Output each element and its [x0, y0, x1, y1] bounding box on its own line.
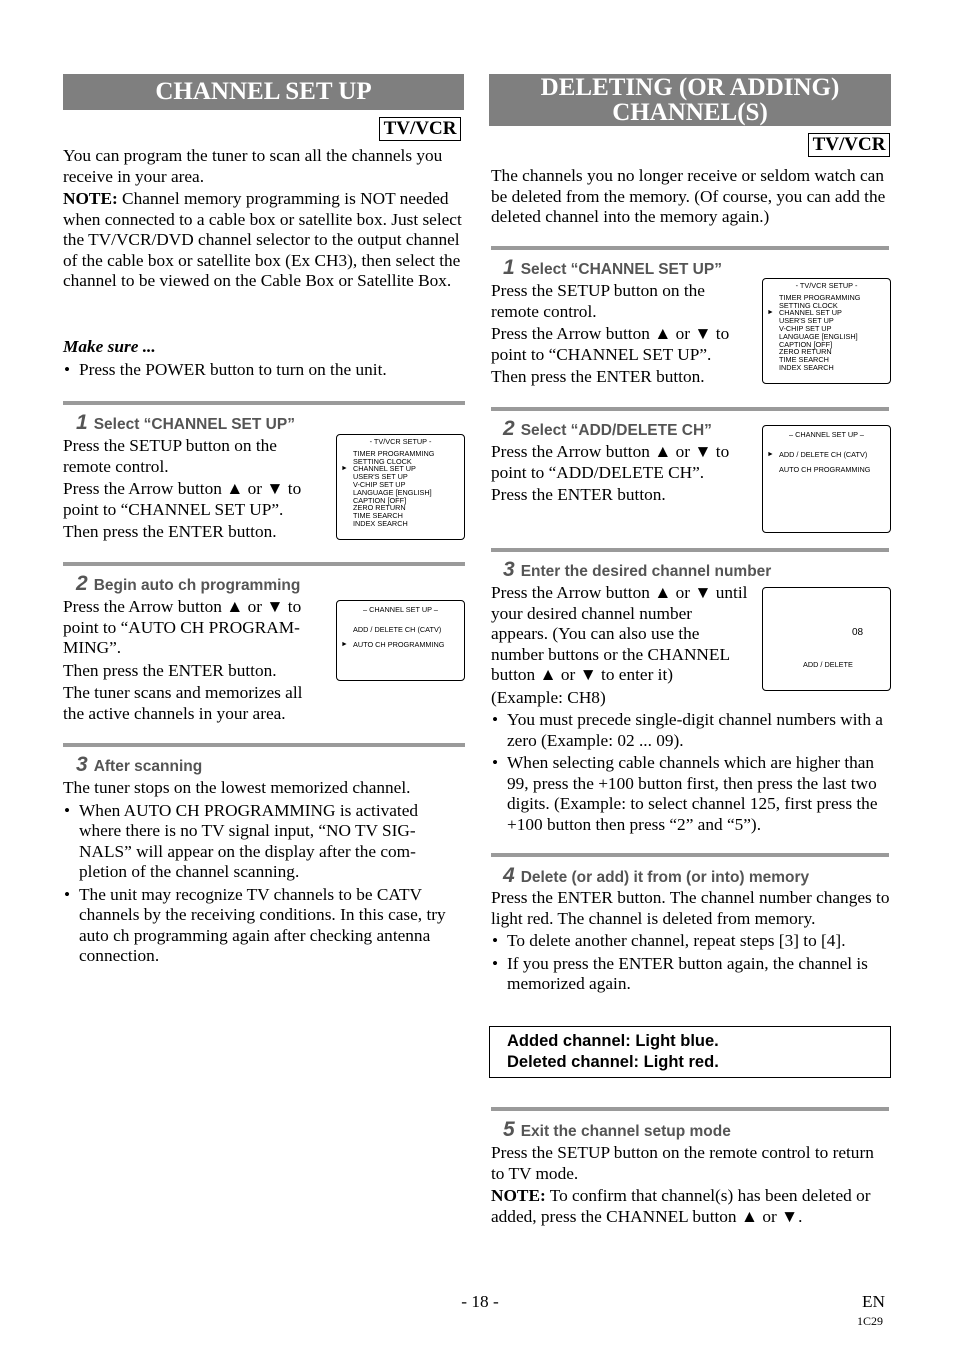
step-number: 4: [503, 864, 515, 887]
step-title: Begin auto ch programming: [93, 577, 301, 594]
step-number: 1: [503, 256, 515, 279]
step-4-heading: [503, 864, 809, 888]
menu-item-label: CHANNEL SET UP: [353, 464, 416, 474]
menu-item-label: ZERO RETURN: [353, 503, 406, 513]
step-text-2: (Example: CH8): [491, 687, 606, 707]
step-2-text: [63, 597, 325, 724]
step-5-heading: [503, 1118, 731, 1142]
step-5-text: [491, 1143, 891, 1227]
menu-item-label: ZERO RETURN: [779, 347, 832, 357]
step-3-text: [491, 583, 753, 708]
step-divider: [491, 246, 889, 250]
menu-pointer-icon: ►: [341, 465, 348, 473]
step-text-1: Press the SETUP button on the remote control.: [63, 436, 277, 476]
step-text-1: Press the ENTER button. The channel number changes to light red. The channel is deleted from memory.: [491, 888, 890, 928]
tv-vcr-badge: TV/VCR: [379, 117, 461, 141]
menu-item: [763, 451, 890, 459]
step-text-1: The tuner stops on the lowest memorized channel.: [63, 778, 411, 797]
menu-item-label: USER'S SET UP: [353, 472, 408, 482]
intro-text: You can program the tuner to scan all the channels you receive in your area.: [63, 146, 443, 186]
step-title: Select “CHANNEL SET UP”: [93, 416, 295, 433]
deleted-channel-note: Deleted channel: Light red.: [507, 1053, 719, 1071]
step-text-3: The tuner scans and memorizes all the active channels in your area.: [63, 683, 303, 723]
step-text-2: Press the Arrow button ▲ or ▼ to point to “CHANNEL SET UP”.: [491, 324, 730, 364]
step-1-text: [491, 281, 753, 388]
note-paragraph: [63, 189, 463, 292]
channel-number-display: 08: [852, 627, 864, 638]
color-legend-box: [489, 1026, 891, 1078]
step-number: 5: [503, 1118, 515, 1141]
note-text: To confirm that channel(s) has been deleted or added, press the CHANNEL button ▲ or ▼.: [491, 1186, 871, 1226]
step-number: 3: [503, 558, 515, 581]
step-number: 2: [503, 417, 515, 440]
menu-item-label: SETTING CLOCK: [779, 300, 838, 310]
title-line-1: DELETING (OR ADDING): [540, 74, 840, 101]
step-title: Enter the desired channel number: [520, 563, 772, 580]
language-label: EN: [862, 1292, 886, 1311]
menu-item: [763, 466, 890, 474]
channel-entry-screen: [762, 587, 891, 691]
menu-item-label: V-CHIP SET UP: [779, 323, 832, 333]
bullet-item: • When AUTO CH PROGRAMMING is activated where there is no TV signal input, “NO TV SIG-NALS” will appear on the display after the com-pletion of the channel scanning.: [63, 801, 458, 883]
note-label: NOTE:: [63, 189, 118, 208]
menu-item-label: CHANNEL SET UP: [779, 308, 842, 318]
menu-item-label: TIME SEARCH: [353, 511, 403, 521]
tv-vcr-badge: TV/VCR: [808, 133, 890, 157]
make-sure-item: • Press the POWER button to turn on the unit.: [63, 360, 479, 381]
menu-item-label: AUTO CH PROGRAMMING: [353, 639, 445, 649]
menu-item-label: INDEX SEARCH: [353, 518, 408, 528]
add-delete-label: ADD / DELETE: [803, 660, 853, 669]
bullet-item: • When selecting cable channels which are higher than 99, press the +100 button first, then press the last two digits. (Example: to select channel 125, first press the +100 button then press “2” and “5”).: [491, 753, 891, 835]
section-title-channel-set-up: CHANNEL SET UP: [63, 74, 464, 110]
menu-item-label: AUTO CH PROGRAMMING: [779, 464, 871, 474]
document-code: 1C29: [857, 1314, 884, 1328]
menu-item-label: SETTING CLOCK: [353, 456, 412, 466]
step-title: Select “CHANNEL SET UP”: [520, 261, 722, 278]
step-number: 2: [76, 572, 88, 595]
note-paragraph: [491, 1186, 891, 1227]
menu-item: [337, 520, 464, 528]
menu-item-label: TIMER PROGRAMMING: [779, 292, 861, 302]
menu-item-label: ADD / DELETE CH (CATV): [353, 624, 442, 634]
step-text-1: Press the Arrow button ▲ or ▼ to point to “AUTO CH PROGRAM-MING”.: [63, 597, 302, 657]
step-text-1: Press the SETUP button on the remote control to return to TV mode.: [491, 1143, 874, 1183]
menu-item-label: LANGUAGE [ENGLISH]: [779, 331, 858, 341]
step-divider: [491, 1107, 889, 1111]
menu-item-label: V-CHIP SET UP: [353, 479, 406, 489]
step-3-heading: [503, 558, 771, 582]
step-text-2: Press the Arrow button ▲ or ▼ to point to “CHANNEL SET UP”.: [63, 479, 302, 519]
step-text-1: Press the Arrow button ▲ or ▼ until your desired channel number appears. (You can also use the number buttons or the CHANNEL button ▲ or ▼ to enter it): [491, 583, 748, 684]
menu-item: [337, 641, 464, 649]
channel-set-up-menu-screen: [762, 425, 891, 533]
step-1-heading: [503, 256, 722, 280]
step-2-heading: [503, 417, 712, 441]
menu-pointer-icon: ►: [767, 309, 774, 317]
step-divider: [491, 853, 889, 857]
title-line-2: CHANNEL(S): [612, 99, 768, 126]
step-text-1: Press the Arrow button ▲ or ▼ to point to “ADD/DELETE CH”.: [491, 442, 730, 482]
step-2-text: [491, 442, 753, 506]
bullet-item: • The unit may recognize TV channels to be CATV channels by the receiving conditions. In this case, try auto ch programming again after checking antenna connection.: [63, 885, 458, 967]
menu-title: – CHANNEL SET UP –: [363, 605, 438, 614]
menu-item-label: CAPTION [OFF]: [779, 339, 833, 349]
section-title-deleting-channels: [489, 74, 891, 126]
menu-item-label: CAPTION [OFF]: [353, 495, 407, 505]
step-text-2: Then press the ENTER button.: [63, 660, 277, 680]
intro-text: The channels you no longer receive or seldom watch can be deleted from the memory. (Of course, you can add the deleted channel into the memory again.): [491, 166, 886, 226]
note-text: Channel memory programming is NOT needed when connected to a cable box or satellite box. Just select the TV/VCR/DVD channel selector to the output channel of the cable box or satellite box (Ex CH3), then select the channel to be viewed on the Cable Box or Satellite Box.: [63, 189, 462, 290]
tv-vcr-setup-menu-screen: [336, 434, 465, 540]
note-label: NOTE:: [491, 1186, 546, 1205]
menu-title: - TV/VCR SETUP -: [369, 437, 432, 446]
step-1-text: [63, 436, 328, 543]
step-title: Select “ADD/DELETE CH”: [520, 422, 712, 439]
step-3-heading: [76, 753, 202, 777]
step-divider: [491, 548, 889, 552]
step-title: Delete (or add) it from (or into) memory: [520, 869, 810, 886]
bullet-item: • You must precede single-digit channel numbers with a zero (Example: 02 ... 09).: [491, 710, 891, 751]
step-1-heading: [76, 411, 295, 435]
added-channel-note: Added channel: Light blue.: [507, 1032, 719, 1050]
make-sure-heading: Make sure ...: [63, 337, 156, 356]
menu-item: [337, 626, 464, 634]
menu-item-label: USER'S SET UP: [779, 316, 834, 326]
menu-pointer-icon: ►: [767, 450, 774, 458]
menu-title: - TV/VCR SETUP -: [795, 281, 858, 290]
menu-item: [763, 364, 890, 372]
menu-pointer-icon: ►: [341, 640, 348, 648]
step-2-heading: [76, 572, 300, 596]
step-title: After scanning: [93, 758, 203, 775]
page-number: - 18 -: [461, 1292, 499, 1311]
step-text-3: Then press the ENTER button.: [491, 367, 705, 386]
channel-set-up-menu-screen: [336, 600, 465, 681]
bullet-item: • To delete another channel, repeat steps [3] to [4].: [491, 931, 891, 952]
step-number: 1: [76, 411, 88, 434]
menu-title: – CHANNEL SET UP –: [789, 430, 864, 439]
tv-vcr-setup-menu-screen: [762, 278, 891, 384]
step-divider: [491, 407, 889, 411]
step-divider: [63, 743, 465, 747]
bullet-item: • If you press the ENTER button again, the channel is memorized again.: [491, 954, 891, 995]
step-number: 3: [76, 753, 88, 776]
step-text-3: Then press the ENTER button.: [63, 522, 277, 541]
step-3-bullets: [491, 710, 891, 835]
menu-item-label: TIME SEARCH: [779, 355, 829, 365]
menu-item-label: LANGUAGE [ENGLISH]: [353, 487, 432, 497]
menu-item-label: INDEX SEARCH: [779, 362, 834, 372]
step-title: Exit the channel setup mode: [520, 1123, 731, 1140]
step-divider: [63, 401, 465, 405]
step-divider: [63, 562, 465, 566]
step-text-2: Press the ENTER button.: [491, 485, 666, 504]
menu-item-label: TIMER PROGRAMMING: [353, 448, 435, 458]
menu-item-label: ADD / DELETE CH (CATV): [779, 449, 868, 459]
step-text-1: Press the SETUP button on the remote control.: [491, 281, 705, 321]
step-3-text: [63, 778, 458, 967]
step-4-text: [491, 888, 891, 995]
